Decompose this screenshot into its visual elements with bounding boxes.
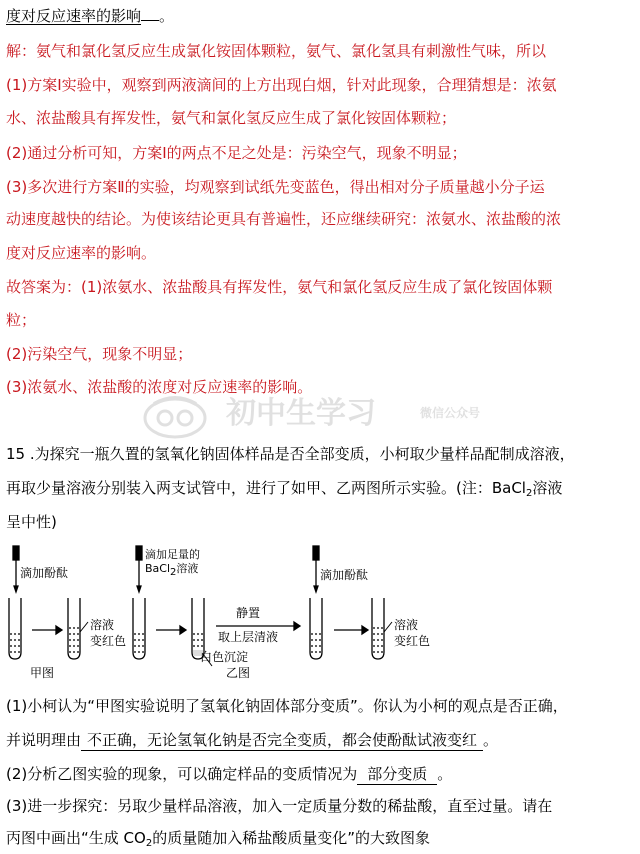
watermark-subtitle: 微信公众号 (420, 406, 481, 420)
label-white-precipitate: 白色沉淀 (200, 650, 249, 664)
solution-line-4: (2)通过分析可知，方案Ⅰ的两点不足之处是：污染空气，现象不明显； (6, 144, 467, 162)
answer-summary-line-4: (3)浓氨水、浓盐酸的浓度对反应速率的影响。 (6, 378, 313, 396)
watermark-title: 初中生学习 (226, 396, 376, 431)
arrow-2-icon (156, 626, 186, 634)
watermark (140, 394, 520, 442)
experiment-diagram-svg (4, 542, 636, 682)
question-15-line-3: 呈中性) (6, 513, 57, 531)
question-15-line-2: 再取少量溶液分别装入两支试管中，进行了如甲、乙两图所示实验。(注：BaCl$_2$溶液 (6, 479, 563, 499)
watermark-logo-icon (140, 394, 210, 440)
label-drop-phenolphthalein-1: 滴加酚酞 (20, 566, 69, 580)
test-tube-5-icon (310, 598, 322, 659)
test-tube-2-icon (68, 598, 88, 659)
label-drop-phenolphthalein-2: 滴加酚酞 (320, 568, 369, 582)
experiment-diagram (4, 542, 636, 682)
figure-label-yi: 乙图 (226, 666, 251, 680)
label-stand: 静置 (236, 606, 261, 620)
dropper-3-icon (313, 546, 319, 592)
figure-label-jia: 甲图 (30, 666, 55, 680)
arrow-4-icon (334, 626, 368, 634)
test-tube-1-icon (9, 598, 21, 659)
solution-line-6: 动速度越快的结论。为使该结论更具有普遍性，还应继续研究：浓氨水、浓盐酸的浓 (6, 210, 562, 228)
answer-1-line-2: 并说明理由 不正确，无论氢氧化钠是否完全变质，都会使酚酞试液变红 。 (6, 731, 499, 749)
solution-line-2: (1)方案Ⅰ实验中，观察到两液滴间的上方出现白烟，针对此现象，合理猜想是：浓氨 (6, 76, 557, 94)
blank (141, 20, 159, 21)
solution-line-1: 解：氨气和氯化氢反应生成氯化铵固体颗粒，氨气、氯化氢具有刺激性气味，所以 (6, 42, 547, 60)
solution-line-5: (3)多次进行方案Ⅱ的实验，均观察到试纸先变蓝色，得出相对分子质量越小分子运 (6, 178, 545, 196)
answer-summary-line-1: 故答案为：(1)浓氨水、浓盐酸具有挥发性，氨气和氯化氢反应生成了氯化铵固体颗 (6, 278, 553, 296)
label-take-supernatant: 取上层清液 (218, 630, 279, 644)
underlined-phrase: 度对反应速率的影响 (6, 7, 142, 25)
answer-summary-line-3: (2)污染空气，现象不明显； (6, 345, 193, 363)
label-bacl2-solution: BaCl2溶液 (145, 562, 199, 578)
label-turns-red-2: 变红色 (394, 634, 431, 648)
answer-2-line: (2)分析乙图实验的现象，可以确定样品的变质情况为 部分变质 。 (6, 765, 453, 783)
answer-1-fill: 不正确，无论氢氧化钠是否完全变质，都会使酚酞试液变红 (81, 730, 483, 751)
answer-3-line-2: 丙图中画出“生成 $CO_2$的质量随加入稀盐酸质量变化”的大致图象 (6, 829, 430, 849)
dropper-1-icon (13, 546, 19, 592)
answer-3-line-1: (3)进一步探究：另取少量样品溶液，加入一定质量分数的稀盐酸，直至过量。请在 (6, 797, 553, 815)
label-solution-2: 溶液 (394, 618, 419, 632)
test-tube-3-icon (133, 598, 145, 659)
solution-line-7: 度对反应速率的影响。 (6, 244, 157, 262)
answer-2-fill: 部分变质 (357, 764, 437, 785)
label-turns-red-1: 变红色 (90, 634, 127, 648)
dropper-2-icon (136, 546, 142, 592)
label-solution-1: 溶液 (90, 618, 115, 632)
answer-1-line-1: (1)小柯认为“甲图实验说明了氢氧化钠固体部分变质”。你认为小柯的观点是否正确， (6, 697, 568, 715)
arrow-1-icon (32, 626, 62, 634)
text-line-1: 度对反应速率的影响 。 (6, 7, 175, 25)
solution-line-3: 水、浓盐酸具有挥发性，氨气和氯化氢反应生成了氯化铵固体颗粒； (6, 109, 457, 127)
answer-summary-line-2: 粒； (6, 311, 37, 329)
question-15-line-1: 15 .为探究一瓶久置的氢氧化钠固体样品是否全部变质，小柯取少量样品配制成溶液， (6, 445, 575, 463)
arrow-3-icon (216, 622, 300, 630)
test-tube-6-icon (372, 598, 392, 659)
label-add-excess: 滴加足量的 (145, 548, 200, 561)
